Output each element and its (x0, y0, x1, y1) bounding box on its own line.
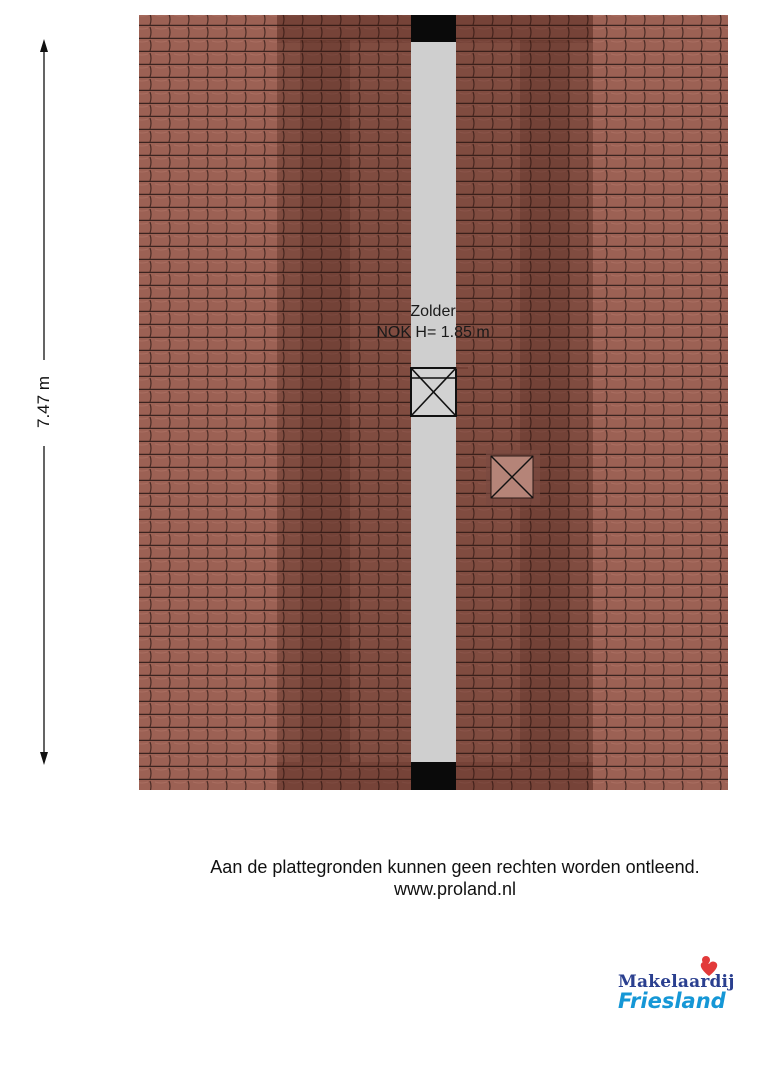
ridge-end-top (411, 15, 456, 42)
disclaimer-text: Aan de plattegronden kunnen geen rechten worden ontleend. (210, 857, 700, 877)
logo-line1: Makelaardij (618, 972, 735, 992)
dimension-label: 7.47 m (34, 376, 53, 428)
roof-shade-left-inner (300, 40, 350, 762)
website-text: www.proland.nl (393, 879, 517, 899)
room-height-label: NOK H= 1.85 m (376, 324, 490, 341)
ridge-end-bottom (411, 762, 456, 790)
skylight-icon (486, 450, 540, 505)
company-logo (612, 955, 752, 1025)
room-name-label: Zolder (410, 303, 456, 320)
roof-shade-right-inner (520, 40, 570, 762)
logo-line2: Friesland (618, 989, 726, 1013)
